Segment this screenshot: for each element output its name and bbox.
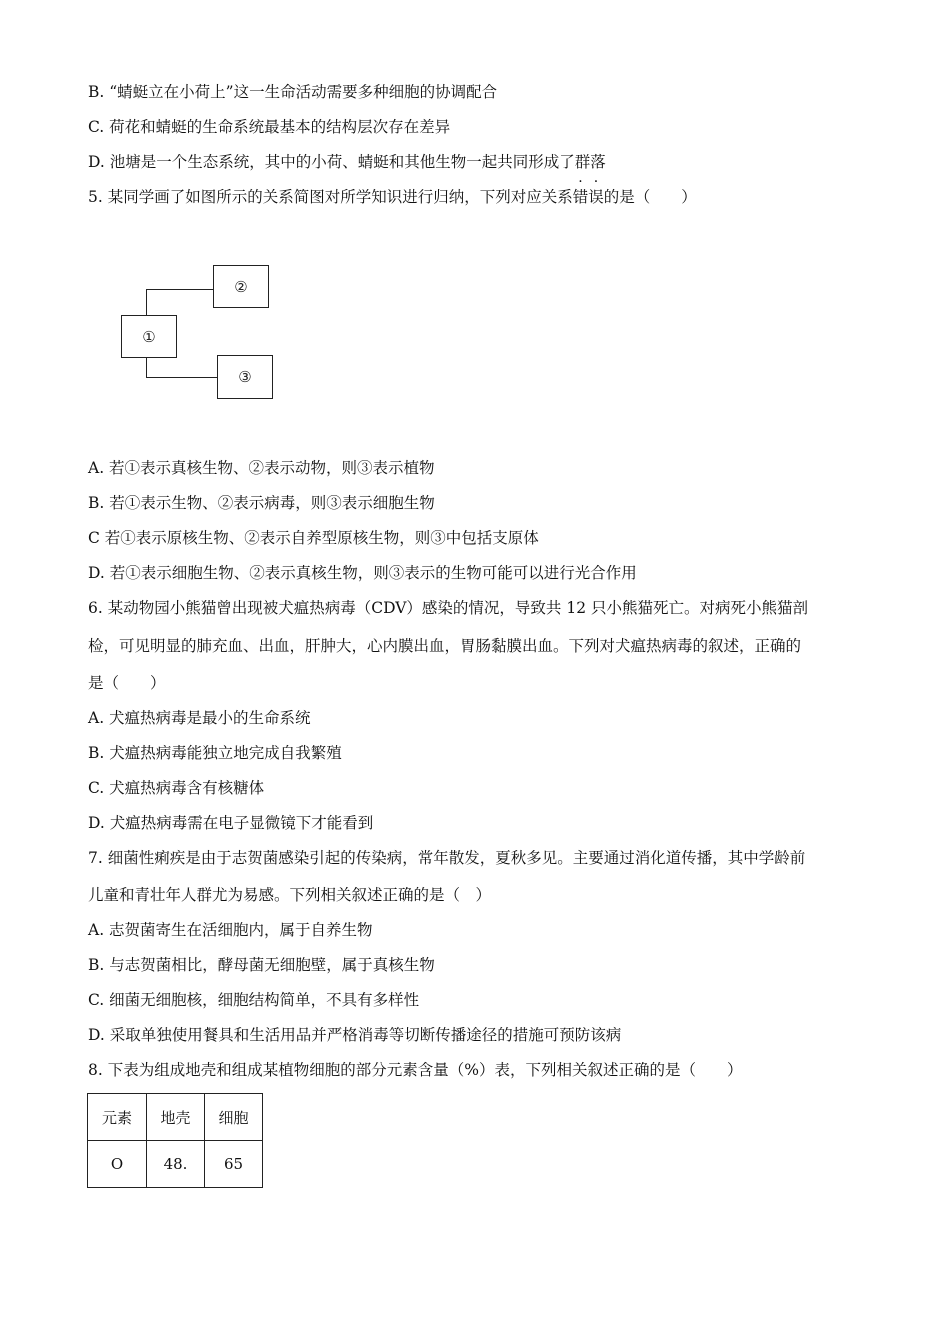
connector-vertical-bottom: [146, 357, 147, 378]
q6-stem-line-3: 是（ ）: [88, 674, 166, 692]
q7-option-b: B. 与志贺菌相比，酵母菌无细胞壁，属于真核生物: [88, 956, 435, 974]
diagram-box-1-label: ①: [142, 327, 156, 346]
q5-stem-text: 5. 某同学画了如图所示的关系简图对所学知识进行归纳，下列对应关系: [88, 188, 573, 206]
table-row: [88, 1141, 263, 1188]
q7-stem-line-2: 儿童和青壮年人群尤为易感。下列相关叙述正确的是（ ）: [88, 886, 492, 904]
table-cell: 48.: [147, 1141, 205, 1188]
diagram-box-2: [213, 265, 269, 308]
q8-stem: 8. 下表为组成地壳和组成某植物细胞的部分元素含量（%）表，下列相关叙述正确的是（ ）: [88, 1061, 743, 1079]
q7-option-a: A. 志贺菌寄生在活细胞内，属于自养生物: [88, 921, 373, 939]
q5-stem-tail: 的是（ ）: [603, 188, 697, 206]
q4-option-b: B. “蜻蜓立在小荷上”这一生命活动需要多种细胞的协调配合: [88, 83, 498, 101]
q6-option-d: D. 犬瘟热病毒需在电子显微镜下才能看到: [88, 814, 374, 832]
q4-option-c: C. 荷花和蜻蜓的生命系统最基本的结构层次存在差异: [88, 118, 451, 136]
connector-vertical-top: [146, 289, 147, 316]
connector-horizontal-bottom: [146, 377, 217, 378]
table-header-cell: 地壳: [147, 1094, 205, 1141]
q5-option-d: D. 若①表示细胞生物、②表示真核生物，则③表示的生物可能可以进行光合作用: [88, 564, 637, 582]
q5-emphasis-char-2: 误: [588, 188, 604, 206]
q6-option-b: B. 犬瘟热病毒能独立地完成自我繁殖: [88, 744, 342, 762]
q7-option-c: C. 细菌无细胞核，细胞结构简单，不具有多样性: [88, 991, 420, 1009]
table-header-cell: 元素: [88, 1094, 147, 1141]
element-content-table: [87, 1093, 263, 1188]
relationship-diagram: [118, 262, 278, 404]
diagram-box-3: [217, 355, 273, 399]
table-cell: 65: [205, 1141, 263, 1188]
q5-option-b: B. 若①表示生物、②表示病毒，则③表示细胞生物: [88, 494, 435, 512]
connector-horizontal-top: [146, 289, 213, 290]
diagram-box-1: [121, 315, 177, 358]
q5-option-c: C 若①表示原核生物、②表示自养型原核生物，则③中包括支原体: [88, 529, 539, 547]
diagram-box-3-label: ③: [238, 368, 252, 386]
q7-stem-line-1: 7. 细菌性痢疾是由于志贺菌感染引起的传染病，常年散发，夏秋多见。主要通过消化道传播，其中学龄前: [88, 849, 806, 867]
q6-stem-line-2: 检，可见明显的肺充血、出血，肝肿大，心内膜出血，胃肠黏膜出血。下列对犬瘟热病毒的叙述，正确的: [88, 637, 802, 655]
q5-option-a: A. 若①表示真核生物、②表示动物，则③表示植物: [88, 459, 435, 477]
table-header-row: [88, 1094, 263, 1141]
q5-stem: [88, 187, 697, 207]
q5-emphasis-char-1: 错: [572, 188, 589, 206]
q6-option-a: A. 犬瘟热病毒是最小的生命系统: [88, 709, 311, 727]
q6-option-c: C. 犬瘟热病毒含有核糖体: [88, 779, 265, 797]
q7-option-d: D. 采取单独使用餐具和生活用品并严格消毒等切断传播途径的措施可预防该病: [88, 1026, 622, 1044]
table-header-cell: 细胞: [205, 1094, 263, 1141]
table-cell: O: [88, 1141, 147, 1188]
diagram-box-2-label: ②: [234, 277, 248, 296]
q6-stem-line-1: 6. 某动物园小熊猫曾出现被犬瘟热病毒（CDV）感染的情况，导致共 12 只小熊猫死亡。对病死小熊猫剖: [88, 599, 809, 617]
q4-option-d: D. 池塘是一个生态系统，其中的小荷、蜻蜓和其他生物一起共同形成了群落: [88, 153, 606, 171]
